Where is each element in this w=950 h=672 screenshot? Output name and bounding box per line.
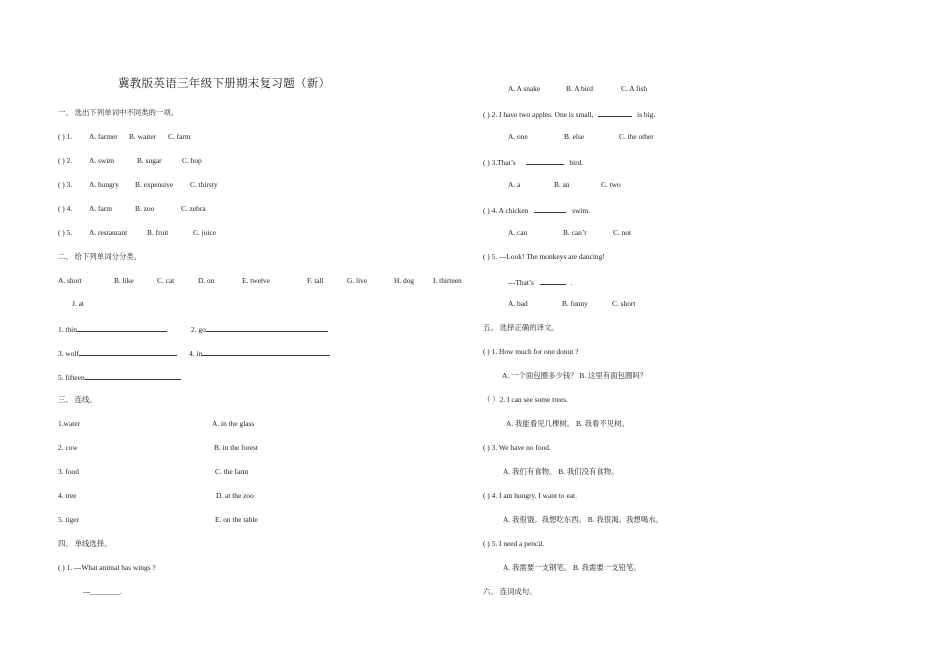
s1-q1-option-c: C. farm (168, 132, 191, 141)
word-bank-item: I. thirteen (433, 276, 462, 285)
word-bank-item: B. like (114, 276, 134, 285)
s1-q5-number: ( ) 5. (58, 228, 73, 237)
s1-q2-option-a: A. swim (89, 156, 115, 165)
s1-q2-option-b: B. sugar (137, 156, 162, 165)
match-right-item: B. in the forest (214, 443, 258, 452)
translation-question: ( ) 5. I need a pencil. (483, 539, 545, 548)
word-bank-item: D. on (198, 276, 215, 285)
word-bank-item: H. dog (394, 276, 415, 285)
q5-option-a: A. bad (508, 299, 528, 308)
section-2-heading: 二、 给下列单词分分类。 (58, 252, 142, 261)
s1-q1-option-b: B. waiter (129, 132, 157, 141)
s1-q3-option-b: B. expensive (135, 180, 174, 189)
blank-line[interactable] (534, 205, 566, 213)
s1-q4-option-c: C. zebra (181, 204, 206, 213)
blank-line[interactable] (598, 109, 632, 117)
s1-q3-option-c: C. thirsty (190, 180, 218, 189)
section-3-heading: 三、 连线。 (58, 395, 97, 404)
section-4-heading: 四、 单线选择。 (58, 539, 112, 548)
word-bank-item: F. tall (307, 276, 324, 285)
q1-option-b: B. A bird (566, 84, 593, 93)
blank-line[interactable] (526, 157, 564, 165)
translation-question: ( ) 3. We have no food. (483, 443, 551, 452)
q3-option-c: C. two (601, 180, 621, 189)
q3-option-a: A. a (508, 180, 521, 189)
match-left-item: 4. tree (58, 491, 77, 500)
match-left-item: 1.water (58, 419, 80, 428)
s1-q3-option-a: A. hungry (89, 180, 119, 189)
choice-q1-answer: ---________. (83, 587, 122, 596)
blank-line[interactable] (540, 277, 566, 285)
s1-q3-number: ( ) 3. (58, 180, 73, 189)
category-blank-4: 4. in (189, 348, 330, 357)
blank-line[interactable] (85, 372, 181, 380)
translation-question: ( ) 4. I am hungry. I want to eat. (483, 491, 577, 500)
word-bank-item: A. short (58, 276, 82, 285)
word-bank-item: G. live (347, 276, 368, 285)
q5-option-b: B. funny (562, 299, 588, 308)
category-blank-5: 5. fifteen (58, 372, 181, 381)
translation-options: A. 我们有食物。 B. 我们没有食物。 (503, 467, 619, 476)
match-right-item: A. in the glass (212, 419, 255, 428)
section-5-heading: 五、 选择正确的译文。 (483, 323, 559, 332)
section-6-heading: 六、 连词成句。 (483, 587, 537, 596)
s1-q5-option-b: B. fruit (147, 228, 169, 237)
s1-q2-number: ( ) 2. (58, 156, 73, 165)
q4-option-a: A. can (508, 228, 528, 237)
choice-q5: ( ) 5. ---Look! The monkeys are dancing! (483, 252, 605, 261)
q4-option-c: C. not (613, 228, 632, 237)
q3-option-b: B. an (554, 180, 570, 189)
s1-q4-option-b: B. zoo (135, 204, 155, 213)
s1-q2-option-c: C. hop (182, 156, 202, 165)
translation-options: A. 我很饿。我想吃东西。 B. 我很渴。我想喝水。 (503, 515, 663, 524)
category-blank-3: 3. wolf (58, 348, 177, 357)
match-right-item: C. the farm (215, 467, 249, 476)
word-bank-item: E. twelve (242, 276, 270, 285)
choice-q2: ( ) 2. I have two apples. One is small, is big. (483, 110, 656, 119)
choice-q5-reply: ---That’s . (508, 278, 573, 287)
match-left-item: 3. food (58, 467, 79, 476)
match-right-item: E. on the table (215, 515, 258, 524)
word-bank-item: J. at (72, 299, 84, 308)
q1-option-c: C. A fish (621, 84, 648, 93)
page-title: 冀教版英语三年级下册期末复习题（新） (118, 78, 331, 90)
word-bank-item: C. cat (157, 276, 175, 285)
choice-q3: ( ) 3.That’s bird. (483, 158, 584, 167)
match-right-item: D. at the zoo (216, 491, 254, 500)
translation-question: ( ) 1. How much for one donut ? (483, 347, 579, 356)
blank-line[interactable] (206, 324, 328, 332)
section-1-heading: 一、 选出下列单词中不同类的一项。 (58, 108, 179, 117)
translation-options: A. 我需要一支钢笔。 B. 我需要一支铅笔。 (503, 563, 641, 572)
s1-q1-number: ( ) 1. (58, 132, 73, 141)
translation-options: A. 我能看见几棵树。 B. 我看不见树。 (506, 419, 629, 428)
q5-option-c: C. short (612, 299, 636, 308)
category-blank-2: 2. go (191, 324, 328, 333)
translation-options: A. 一个面包圈多少钱？ B. 这里有面包圈吗？ (502, 371, 648, 380)
blank-line[interactable] (202, 348, 330, 356)
q2-option-a: A. one (508, 132, 528, 141)
s1-q5-option-a: A. restaurant (89, 228, 128, 237)
blank-line[interactable] (77, 324, 167, 332)
match-left-item: 2. cow (58, 443, 78, 452)
translation-question: （ ）2. I can see some trees. (483, 395, 568, 404)
q4-option-b: B. can’t (563, 228, 587, 237)
s1-q4-option-a: A. farm (89, 204, 112, 213)
choice-q4: ( ) 4. A chicken swim. (483, 206, 590, 215)
s1-q5-option-c: C. juice (193, 228, 216, 237)
q2-option-b: B. else (564, 132, 585, 141)
category-blank-1: 1. thin (58, 324, 167, 333)
match-left-item: 5. tiger (58, 515, 79, 524)
q1-option-a: A. A snake (508, 84, 541, 93)
choice-q1: ( ) 1. ---What animal has wings ? (58, 563, 156, 572)
s1-q1-option-a: A. farmer (89, 132, 118, 141)
q2-option-c: C. the other (619, 132, 654, 141)
blank-line[interactable] (79, 348, 177, 356)
s1-q4-number: ( ) 4. (58, 204, 73, 213)
